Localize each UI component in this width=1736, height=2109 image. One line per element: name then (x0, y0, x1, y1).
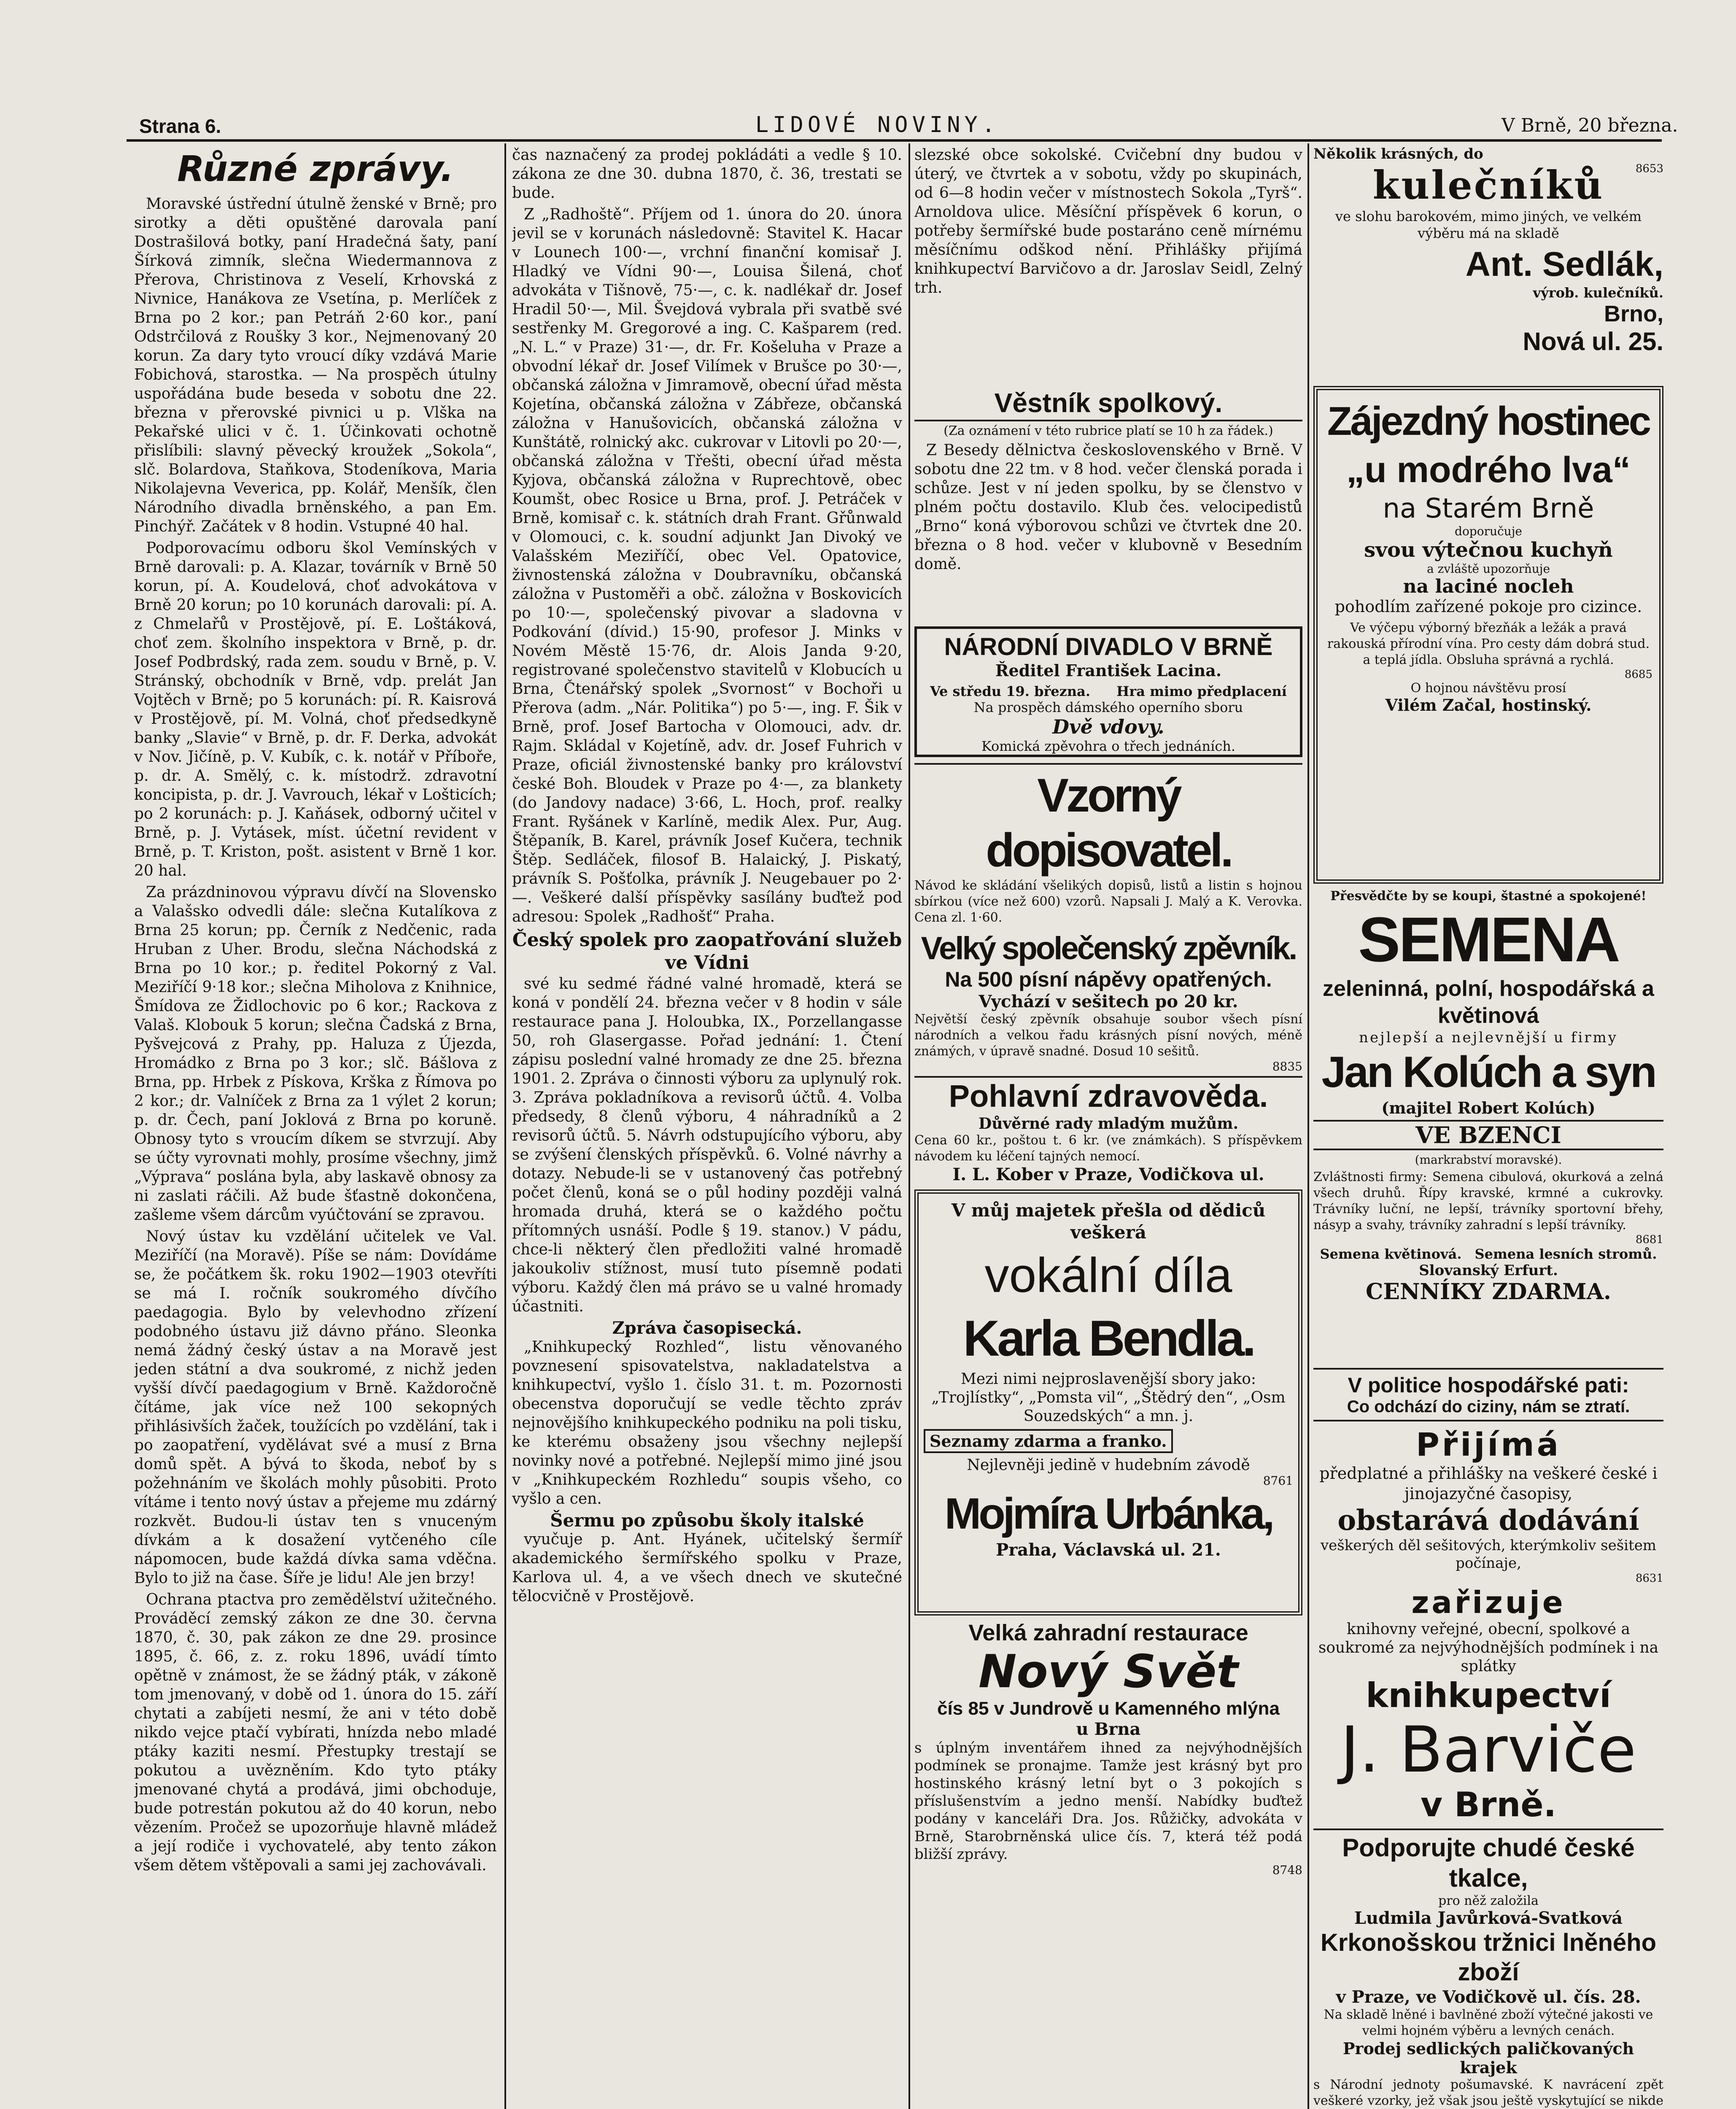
news-text (914, 146, 1302, 382)
subheading: Český spolek pro zaopatřování služeb ve Vídni (512, 929, 902, 974)
ad-number: 8681 (1635, 1233, 1663, 1246)
ad-text: Mezi nimi nejproslavenější sbory jako: „Trojlístky“, „Pomsta vil“, „Štědrý den“, „Osm Souzedských“ a mn. j. (931, 1370, 1286, 1425)
column-rule (504, 143, 506, 2109)
ad-title: Velká zahradní restaurace (968, 1620, 1248, 1645)
ad-number: 8748 (1272, 1863, 1302, 1877)
ad-sign: O hojnou návštěvu prosí (1410, 681, 1566, 696)
news-paragraph: své ku sedmé řádné valné hromadě, která se koná v pondělí 24. března večer v 8 hodin v sále restaurace pana J. Holoubka, IX., Porzellangasse 50, roh Glasergasse. Pořad jednání: 1. Čtení zápisu poslední valné hromady ze dne 25. března 1901. 2. Zpráva o činnosti výboru za uplynulý rok. 3. Zpráva pokladníkova a revisorů účtů. 4. Volba předsedy, 8 členů výboru, 4 náhradníků a 2 revisorů účtů. 5. Návrh odstupujícího výboru, aby se zvýšení členských příspěvků. 6. Volné návrhy a dotazy. Nebude-li se v ustanovený čas potřebný počet členů, koná se o půl hodiny později valná hromada druhá, která se o každého počtu přítomných usnáší. Podle § 19. stanov.) V pádu, chce-li některý člen předložiti valné hromadě jakoukoliv stížnost, musí tuto písemně podati výboru. Každý člen má právo se u valné hromady účastniti. (512, 975, 902, 1315)
ad-title: Vzorný dopisovatel. (986, 769, 1231, 877)
ad-text: nejlepší a nejlevnější u firmy (1359, 1029, 1618, 1046)
ad-dopisovatel (914, 763, 1302, 926)
page-number: Strana 6. (139, 115, 221, 137)
news-paragraph: vyučuje p. Ant. Hyánek, učitelský šermíř akademického šermířského spolku v Praze, Karlova ul. 4, a ve všech dnech ve skutečné tělocvičně v Prostějově. (512, 1531, 902, 1605)
ad-firm: Jan Kolúch a syn (1321, 1048, 1655, 1097)
ad-title: Zájezdný hostinec (1327, 399, 1650, 444)
ad-subtitle: zeleninná, polní, hospodářská a květinová (1323, 976, 1654, 1028)
ad-top: V můj majetek přešla od dědiců veškerá (951, 1200, 1266, 1243)
news-paragraph: Nový ústav ku vzdělání učitelek ve Val. Meziříčí (na Moravě). Píše se nám: Dovídáme se, že počátkem šk. roku 1902—1903 otevříti se má I. ročník soukromého dívčího paedagogia. Bylo by velevhodno zřízení podobného ústavu již dávno přáno. Sleonka nemá žádný český ústav a na Moravě jest jeden státní a dva soukromé, z nichž jeden vyšší dívčí paedagogium v Brně. Každoročně čítáme, jak více než 100 sekopných přihlásivších žaček, toužících po vzdělání, tak i po zaopatření, vydělávat své a musí z Brna domů spět. A bývá to škoda, neboť by s požehnáním ve školách mohly působiti. Proto vítáme i tento nový ústav a přejeme mu zdárný rozkvět. Budou-li ústav ten s vnuceným dívkám a k dosažení vytčeného cíle nápomocen, bude každá dívka sama vděčna. Bylo to již na čase. Šíře je lidu! Ale jen brzy! (134, 1228, 497, 1587)
ad-zarizuje: zařizuje (1411, 1585, 1566, 1620)
news-paragraph: Za prázdninovou výpravu dívčí na Slovensko a Valašsko odvedli dále: slečna Kutalíkova z Brna 25 korun; pp. Černík z Nedčenic, rada Hruban z Uher. Brodu, slečna Náchodská z Brna po 10 kor.; p. ředitel Pokorný z Val. Meziříčí 9·18 kor.; slečna Miholova z Knihnice, Šmídova ze Židlochovic po 6 kor.; Rackova z Valaš. Klobouk 5 korun; slečna Čadská z Brna, Pyšvejcová z Prahy, pp. Haluza z Újezda, Hromádko z Brna po 3 kor.; slč. Bášlova z Brna, pp. Hrbek z Pískova, Krška z Římova po 2 kor.; dr. Valníček z Brna za 1 výlet 2 korun; p. dr. Čech, paní Joklová z Brna po koruně. Obnosy tyto s vroucím díkem se stvrzují. Aby se účty vyrovnati mohly, prosíme všechny, jimž „Výprava“ poslána byla, aby laskavě obnosy za ni zaslati ráčili. Až bude šťastně dokončena, zašleme všem dárcům vyúčtování se zpravou. (134, 884, 497, 1224)
ad-loc: (markrabství moravské). (1415, 1153, 1562, 1167)
dateline: V Brně, 20 března. (1501, 115, 1678, 136)
ad-firm: Ant. Sedlák, (1465, 245, 1663, 283)
theatre-day: Ve středu 19. března. (930, 683, 1090, 699)
ad-city: VE BZENCI (1313, 1120, 1663, 1150)
ad-number: 8653 (1635, 162, 1663, 175)
ad-knihkupectvi: knihkupectví (1366, 1676, 1611, 1715)
ad-address: v Praze, ve Vodičkově ul. čís. 28. (1336, 1987, 1641, 2007)
news-paragraph: Ochrana ptactva pro zemědělství užitečného. Prováděcí zemský zákon ze dne 30. června 1870, č. 30, pak zákon ze dne 29. prosince 1895, č. 66, z. z. roku 1896, uvádí tímto opětně v známost, že se žádný pták, v zákoně tom jmenovaný, v době od 1. února do 15. září chytati a zabíjeti nesmí, že ani v této době nikdo vejce ptačí vybírati, hnízda nebo mladé ptáky kaziti nesmí. Přestupky trestají se pokutou a uvězněním. Kdo tyto ptáky jmenované chytá a prodává, jimi obchoduje, bude potrestán pokutou až do 40 korun, nebo vězením. Pročež se upozorňuje hlavně mládež a její rodiče i vychovatelé, aby tento zákon všem dětem vštěpovali a sami jej zachovávali. (134, 1591, 497, 1874)
news-paragraph: Z „Radhoště“. Příjem od 1. února do 20. února jevil se v korunách následovně: Stavitel K. Hacar v Lounech 100·—, vrchní finanční komisař J. Hladký ve Vídni 90·—, Louisa Šilená, choť advokáta v Tišnově, 75·—, c. k. nadlékař dr. Josef Hradil 50·—, Mil. Švejdová vybrala při svatbě své sestřenky M. Gregorové a ing. C. Kašparem (red. „N. L.“ v Praze) 31·—, dr. Fr. Košeluha v Praze a obvodní lékař dr. Josef Vilímek v Brušce po 30·—, občanská záložna v Jimramově, obecní úřad města Kojetína, občanská záložna v Zábřeze, občanská záložna v Hanušovicích, občanská záložna v Kunštátě, rolnický akc. cukrovar v Litovli po 20·—, občanská záložna v Třešti, obecní úřad města Kyjova, občanská záložna v Ruprechtově, obec Koumšt, obec Rosice u Brna, prof. J. Petráček v Brně, komisař c. k. státních drah Frant. Gřůnwald v Olomouci, c. k. soudní adjunkt Jan Divoký ve Valašském Meziříčí, obec Vel. Opatovice, živnostenská záložna v Doubravníku, občanská záložna v Pustoměři a obč. záložna v Boskovicích po 10·—, společenský pivovar a sladovna v Podkování (dívid.) 15·90, profesor J. Minks v Novém Městě 15·76, dr. Alois Janda 9·20, registrované společenstvo stavitelů v Klobucích u Brna, Čtenářský spolek „Svornost“ v Bochoři u Přerova (adm. „Nár. Politika“) po 5·—, ing. F. Šik v Brně, prof. Josef Bartocha v Olomouci, adv. dr. Rajm. Skládal v Kojetíně, adv. dr. Josef Fuhrich v Praze, oficiál živnostenské banky pro království české Boh. Bloudek v Praze po 4·—, za blankety (do Jandovy nadace) 3·66, L. Hoch, prof. realky Frant. Ryšánek v Karlíně, medik Alex. Pur, Aug. Štěpaník, B. Karel, právník Josef Kučera, technik Štěp. Sedláček, filosof B. Halaický, J. Piskatý, právník S. Pošťolka, právník J. Neugebauer po 2·—. Veškeré další příspěvky sasílány buďtež pod adresou: Spolek „Radhošť“ Praha. (512, 206, 902, 925)
ad-kuchyn: svou výtečnou kuchyň (1364, 538, 1613, 562)
theatre-title: NÁRODNÍ DIVADLO V BRNĚ (944, 633, 1273, 661)
ad-title: Velký společenský zpěvník. (921, 930, 1296, 966)
column-3 (914, 146, 1302, 2109)
ad-owner: (majitel Robert Kolúch) (1381, 1098, 1596, 1117)
ad-big: kulečníků (1372, 162, 1604, 208)
ad-city: u Brna (1076, 1719, 1141, 1739)
ad-text: s Národní jednoty pošumavské. K navrácení zpět veškeré vzorky, jež však jsou ještě vyskytující se nikde (1313, 2077, 1663, 2108)
news-paragraph: Z Besedy dělnictva československého v Brně. V sobotu dne 22 tm. v 8 hod. večer členská porada i schůze. Jest v ní jeden spolku, by se členstvo v plném počtu dostavilo. Klub čes. velocipedistů „Brno“ koná výborovou schůzi ve čtvrtek dne 20. března o 8 hod. večer v klubovně v Besedním domě. (914, 442, 1302, 573)
ad-address: Nová ul. 25. (1523, 327, 1663, 356)
ad-obstarava: obstarává dodávání (1337, 1504, 1639, 1537)
ad-number: 8761 (1263, 1474, 1293, 1488)
column-2 (512, 146, 902, 2109)
ad-number: 8685 (1624, 668, 1652, 681)
ad-text: Semena lesních stromů. (1475, 1246, 1657, 1262)
ad-big: Krkonošskou tržnici lněného zboží (1321, 1929, 1656, 1986)
theatre-benefit: Na prospěch dámského operního sboru (973, 699, 1243, 715)
ad-kulecniky (1313, 146, 1663, 382)
ad-big: vokální díla (984, 1248, 1232, 1303)
ad-name: Karla Bendla. (963, 1310, 1254, 1367)
news-paragraph: slezské obce sokolské. Cvičební dny budou v úterý, ve čtvrtek a v sobotu, vždy po skupinách, od 6—8 hodin večer v místnostech Sokola „Tyrš“. Arnoldova ulice. Měsíční příspěvek 6 korun, o potřeby šermířské bude postaráno ceně mírnému měsíčnímu odškod nění. Přihlášky přijímá knihkupectví Barvičovo a dr. Jaroslav Seidl, Zelný trh. (914, 146, 1302, 297)
ad-top: Několik krásných, do (1313, 146, 1483, 162)
ad-zpevnik (914, 930, 1302, 1073)
theatre-box (914, 626, 1302, 757)
ad-address: Praha, Václavská ul. 21. (996, 1540, 1221, 1560)
column-rule (1307, 143, 1309, 2109)
ad-rec: doporučuje (1455, 524, 1522, 538)
ad-city: Brno, (1604, 301, 1663, 326)
ad-bendl (914, 1189, 1302, 1615)
subheading: Šermu po způsobu školy italské (550, 1510, 864, 1531)
ad-name: Ludmila Javůrková-Svatková (1354, 1908, 1623, 1928)
news-paragraph: Podporovacímu odboru škol Vemínských v Brně darovali: p. A. Klazar, továrník v Brně 50 korun, pí. A. Koudelová, choť advokátova v Brně 20 korun; po 10 korunách darovali: pí. A. z Chmelařů v Prostějově, pí. E. Loštáková, choť zem. školního inspektora v Brně, p. dr. Josef Podbrdský, rada zem. soudu v Brně, p. V. Stránský, obchodník v Brně, vdp. prelát Jan Vojtěch v Brně; po 5 korunách: pí. R. Kaisrová v Prostějově, pí. M. Volná, choť předsedkyně banky „Slavie“ v Brně, p. dr. F. Derka, advokát v Nov. Jičíně, p. V. Kubík, c. k. notář v Příboře, p. dr. A. Smělý, c. k. místodrž. zdravotní koncipista, p. dr. J. Vavrouch, lékař v Lošticích; po 2 korunách: p. J. Kaňásek, odborný učitel v Brně, p. J. Vytásek, míst. účetní revident v Brně, p. T. Kriston, pošt. asistent v Brně 1 kor. 20 hal. (134, 539, 497, 879)
ad-text: Nejlevněji jedině v hudebním závodě (967, 1456, 1250, 1474)
ad-text: Návod ke skládání všelikých dopisů, listů a listin s hojnou sbírkou (více než 600) vzorů. Napsali J. Malý a K. Verovka. Cena zl. 1·60. (914, 878, 1302, 925)
ad-barvic (1313, 1426, 1663, 1824)
ad-text: Co odchází do ciziny, nám se ztratí. (1347, 1397, 1630, 1416)
ad-text: pro něž založila (1438, 1893, 1539, 1908)
ad-restaurace (914, 1620, 1302, 1877)
news-paragraph: „Knihkupecký Rozhled“, listu věnovaného povznesení spisovatelstva, nakladatelstva a knihkupectví, vyšlo 1. číslo 31. t. m. Pozornosti obecenstva doporučují se vedle těchto zpráv nejnovějšího knihkupeckého podniku na poli tisku, ke kterému obsaženy jsou všechny nejlepší novinky nové a potřebné. Nejlepší mimo jiné jsou v „Knihkupeckém Rozhledu“ soupis všeho, co vyšlo a cen. (512, 1338, 902, 1508)
vestnik-title: Věstník spolkový. (914, 386, 1302, 421)
ad-text: Prodej sedlických paličkovaných krajek (1342, 2039, 1634, 2077)
ad-firm: Mojmíra Urbánka, (944, 1489, 1272, 1538)
column-1 (134, 146, 497, 2109)
ad-tkalci (1313, 1829, 1663, 2109)
vestnik-note: (Za oznámení v této rubrice platí se 10 h za řádek.) (943, 423, 1273, 438)
ad-text: s úplným inventářem ihned za nejvýhodnějších podmínek se pronajme. Tamže jest krásný byt pro hostinského krásný letní byt o 3 pokojích s příslušenstvím a jedno menší. Nabídky buďtež podány v kanceláři Dra. Jos. Růžičky, advokáta v Brně, Starobrněnská ulice čís. 7, která též podá bližší zprávy. (914, 1740, 1302, 1863)
ad-title: V politice hospodářské pati: (1348, 1373, 1629, 1397)
ad-politika (1313, 1368, 1663, 1421)
ad-place: na Starém Brně (1383, 493, 1594, 524)
ad-big: SEMENA (1358, 904, 1619, 975)
ad-name: „u modrého lva“ (1346, 450, 1631, 490)
ad-text: Ve výčepu výborný březňák a ležák a pravá rakouská přírodní vína. Pro cesty dám dobrá stud. a teplá jídla. Obsluha správná a rychlá. (1327, 620, 1650, 667)
ad-publisher: I. L. Kober v Praze, Vodičkova ul. (952, 1165, 1264, 1184)
ad-text: a zvláště upozorňuje (1426, 562, 1550, 576)
ad-text: Na skladě lněné i bavlněné zboží výtečné jakosti ve velmi hojném výběru a levných cenách. (1324, 2007, 1653, 2038)
ad-text: Cena 60 kr., poštou t. 6 kr. (ve známkách). S příspěvkem návodem ku léčení tajných nemocí. (914, 1133, 1302, 1164)
column-rule (908, 143, 910, 2109)
news-text (914, 441, 1302, 622)
theatre-play: Dvě vdovy. (1052, 715, 1165, 738)
ad-title: Pohlavní zdravověda. (949, 1079, 1268, 1114)
theatre-desc: Komická zpěvohra o třech jednáních. (981, 738, 1236, 754)
ad-firm-sub: výrob. kulečníků. (1533, 285, 1663, 301)
ad-subtitle: čís 85 v Jundrově u Kamenného mlýna (937, 1698, 1280, 1719)
ad-text: pohodlím zařízené pokoje pro cizince. (1334, 597, 1642, 616)
news-paragraph: čas naznačený za prodej pokládáti a vedle § 10. zákona ze dne 30. dubna 1870, č. 36, trestati se bude. (512, 146, 902, 202)
ad-text: knihovny veřejné, obecní, spolkové a soukromé za nejvýhodnějších podmínek i na splátky (1318, 1621, 1659, 1675)
header-rule (127, 139, 1662, 142)
subheading: Zpráva časopisecká. (612, 1318, 802, 1338)
ad-text: Zvláštnosti firmy: Semena cibulová, okurková a zelná všech druhů. Řípy kravské, krmné a cukrovky. Trávníky luční, ne lepší, trávníky sportovní břehy, násyp a svahy, trávníky zahradní s lepší trávníky. (1313, 1170, 1663, 1232)
ad-text: předplatné a přihlášky na veškeré české i jinojazyčné časopisy, (1319, 1464, 1658, 1503)
ad-name: Nový Svět (978, 1645, 1239, 1698)
ad-semena (1313, 889, 1663, 1365)
ad-cenniky: CENNÍKY ZDARMA. (1365, 1279, 1612, 1305)
ad-price: Vychází v sešitech po 20 kr. (979, 992, 1238, 1011)
ad-number: 8835 (1272, 1060, 1302, 1073)
theatre-note: Hra mimo předplacení (1116, 683, 1287, 699)
ad-text: veškerých děl sešitových, kterýmkoliv sešitem počínaje, (1320, 1537, 1657, 1572)
ad-zdravoveda (914, 1076, 1302, 1184)
ad-title: Podporujte chudé české tkalce, (1342, 1834, 1635, 1892)
ad-prijima: Přijímá (1416, 1426, 1561, 1463)
ad-owner: Vilém Začal, hostinský. (1385, 696, 1592, 715)
news-paragraph: Moravské ústřední útulně ženské v Brně; pro sirotky a děti opuštěné darovala paní Dostrašilová botky, paní Hradečná šaty, paní Šírková zimník, slečna Wiedermannova z Přerova, Christinova z Veselí, Krhovská z Nivnice, Hanákova ze Vsetína, p. Merlíček z Brna po 2 kor.; pan Petráň 2·60 kor., paní Odstrčilová z Roušky 3 kor., Nejmenovaný 20 korun. Za dary tyto vroucí díky vzdává Marie Fobichová, starostka. — Na prospěch útulny uspořádána bude beseda v sobotu dne 22. března v přerovské pivnici u p. Vlška na Pekařské ulici v č. 1. Účinkovati ochotně přislíbili: slavný pěvecký kroužek „Sokola“, slč. Bolardova, Staňkova, Stodeníkova, Maria Nikolajevna Veverica, pp. Kolář, Menšík, člen Národního divadla brněnského, a pan Em. Pinchýř. Začátek v 8 hodin. Vstupné 40 hal. (134, 195, 497, 535)
theatre-director: Ředitel František Lacina. (995, 661, 1222, 680)
ad-subtitle: Na 500 písní nápěvy opatřených. (945, 968, 1272, 991)
ad-top: Přesvědčte by se koupi, štastné a spokojené! (1330, 889, 1647, 903)
news-text (512, 146, 902, 1606)
ad-text: Slovanský Erfurt. (1419, 1262, 1558, 1279)
newspaper-title: LIDOVÉ NOVINY. (755, 112, 1000, 138)
ad-text: Největší český zpěvník obsahuje soubor všech písní národních a velkou řadu krásných písní nových, méně známých, v úpravě snadné. Dosud 10 sešitů. (914, 1012, 1302, 1059)
column-4 (1313, 146, 1663, 2109)
ad-text: ve slohu barokovém, mimo jiných, ve velkém výběru má na skladě (1335, 208, 1642, 241)
ad-number: 8631 (1635, 1572, 1663, 1585)
section-title: Různé zprávy. (177, 148, 454, 189)
ad-list: Seznamy zdarma a franko. (924, 1429, 1173, 1453)
news-text (134, 194, 497, 1875)
ad-text: Semena květinová. (1320, 1246, 1462, 1262)
ad-name: J. Barviče (1340, 1713, 1636, 1787)
ad-city: v Brně. (1420, 1785, 1557, 1824)
ad-hostinec (1313, 386, 1663, 884)
ad-subtitle: Důvěrné rady mladým mužům. (978, 1115, 1239, 1133)
ad-text: na laciné nocleh (1403, 576, 1574, 597)
